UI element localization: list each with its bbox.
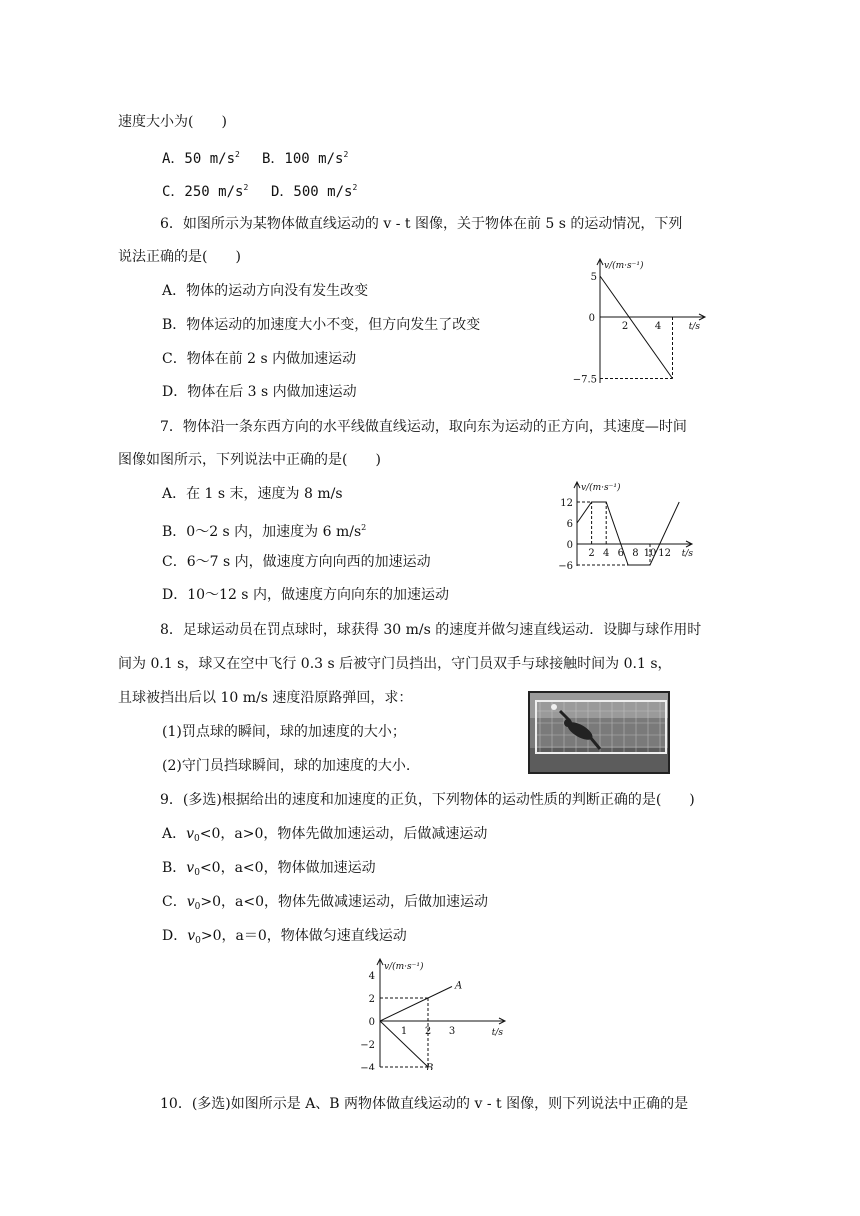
- y-tick-label: 4: [368, 971, 375, 982]
- x-tick-label: 4: [654, 321, 662, 332]
- question-8-cont: 间为 0.1 s，球又在空中飞行 0.3 s 后被守门员挡出，守门员双手与球接触时间为 0.1 s，: [118, 656, 672, 672]
- text-line: 速度大小为( ): [118, 114, 227, 130]
- x-tick-label: 8: [632, 548, 639, 559]
- vt-chart-q6: [560, 255, 710, 387]
- y-tick-label: −2: [360, 1040, 375, 1051]
- option-6c: C．物体在前 2 s 内做加速运动: [162, 351, 357, 367]
- vt-chart-q7: [555, 478, 705, 576]
- y-tick-label: 0: [588, 313, 595, 324]
- vt-chart-q10: [355, 955, 525, 1070]
- y-tick-label: −4: [360, 1063, 375, 1070]
- option-6d: D．物体在后 3 s 内做加速运动: [162, 384, 357, 400]
- goalkeeper-photo: [528, 691, 670, 774]
- question-10: 10．(多选)如图所示是 A、B 两物体做直线运动的 v - t 图像，则下列说法中正确的是: [160, 1096, 689, 1112]
- option-5b: B．100 $m/s^2$: [262, 150, 349, 167]
- series-a-label: A: [455, 980, 463, 992]
- question-8-cont2: 且球被挡出后以 10 m/s 速度沿原路弹回，求：: [118, 690, 413, 706]
- y-tick-label: 0: [368, 1017, 375, 1028]
- question-8: 8．足球运动员在罚点球时，球获得 30 m/s 的速度并做匀速直线运动．设脚与球作用时: [160, 622, 702, 638]
- question-7-cont: 图像如图所示，下列说法中正确的是( ): [118, 452, 381, 468]
- question-8-part1: (1)罚点球的瞬间，球的加速度的大小；: [162, 724, 406, 740]
- option-9d: D．$v_0>0$，a＝0，物体做匀速直线运动: [162, 928, 407, 946]
- x-tick-label: 10: [643, 548, 657, 559]
- y-tick-label: 5: [590, 272, 597, 283]
- x-tick-label: 4: [603, 548, 610, 559]
- question-6-cont: 说法正确的是( ): [118, 249, 241, 265]
- series-a-line: [380, 987, 452, 1022]
- option-9a: A．$v_0<0$，a>0，物体先做加速运动，后做减速运动: [162, 826, 488, 844]
- option-7a: A．在 1 s 末，速度为 8 m/s: [162, 486, 343, 502]
- x-tick-label: 2: [588, 548, 595, 559]
- y-tick-label: 6: [566, 519, 573, 530]
- y-tick-label: 0: [566, 540, 573, 551]
- x-tick-label: 2: [424, 1026, 432, 1037]
- x-axis-label: t/s: [681, 549, 693, 559]
- option-7c: C．6～7 s 内，做速度方向向西的加速运动: [162, 554, 431, 570]
- y-axis-label: v/(m·s⁻¹): [581, 483, 621, 493]
- series-b-label: B: [426, 1063, 434, 1070]
- y-tick-label: 12: [560, 498, 573, 509]
- question-6: 6．如图所示为某物体做直线运动的 v - t 图像，关于物体在前 5 s 的运动情况，下列: [160, 216, 683, 232]
- option-5a: A．50 $m/s^2$: [162, 150, 240, 167]
- y-tick-label: −7.5: [572, 374, 597, 386]
- option-7b: B．0～2 s 内，加速度为 6 $m/s^2$: [162, 523, 367, 540]
- x-axis-label: t/s: [688, 322, 700, 332]
- velocity-line: [600, 276, 673, 379]
- y-tick-label: 2: [368, 994, 375, 1005]
- y-axis-label: v/(m·s⁻¹): [604, 261, 644, 271]
- x-tick-label: 12: [658, 548, 671, 559]
- x-tick-label: 3: [448, 1026, 456, 1037]
- option-5c: C．250 $m/s^2$: [162, 183, 249, 200]
- option-7d: D．10～12 s 内，做速度方向向东的加速运动: [162, 587, 449, 603]
- option-9c: C．$v_0>0$，a<0，物体先做减速运动，后做加速运动: [162, 894, 488, 912]
- option-6a: A．物体的运动方向没有发生改变: [162, 283, 369, 299]
- option-5d: D．500 $m/s^2$: [271, 183, 358, 200]
- question-8-part2: (2)守门员挡球瞬间，球的加速度的大小.: [162, 758, 411, 774]
- option-6b: B．物体运动的加速度大小不变，但方向发生了改变: [162, 317, 481, 333]
- y-tick-label: −6: [558, 561, 573, 572]
- option-9b: B．$v_0<0$，a<0，物体做加速运动: [162, 860, 376, 878]
- question-9: 9．(多选)根据给出的速度和加速度的正负，下列物体的运动性质的判断正确的是( ): [160, 792, 695, 808]
- x-tick-label: 2: [621, 321, 629, 332]
- x-axis-label: t/s: [491, 1028, 503, 1038]
- x-tick-label: 1: [400, 1026, 408, 1037]
- y-axis-label: v/(m·s⁻¹): [384, 962, 424, 972]
- x-tick-label: 6: [617, 548, 624, 559]
- question-7: 7．物体沿一条东西方向的水平线做直线运动，取向东为运动的正方向，其速度—时间: [160, 419, 687, 435]
